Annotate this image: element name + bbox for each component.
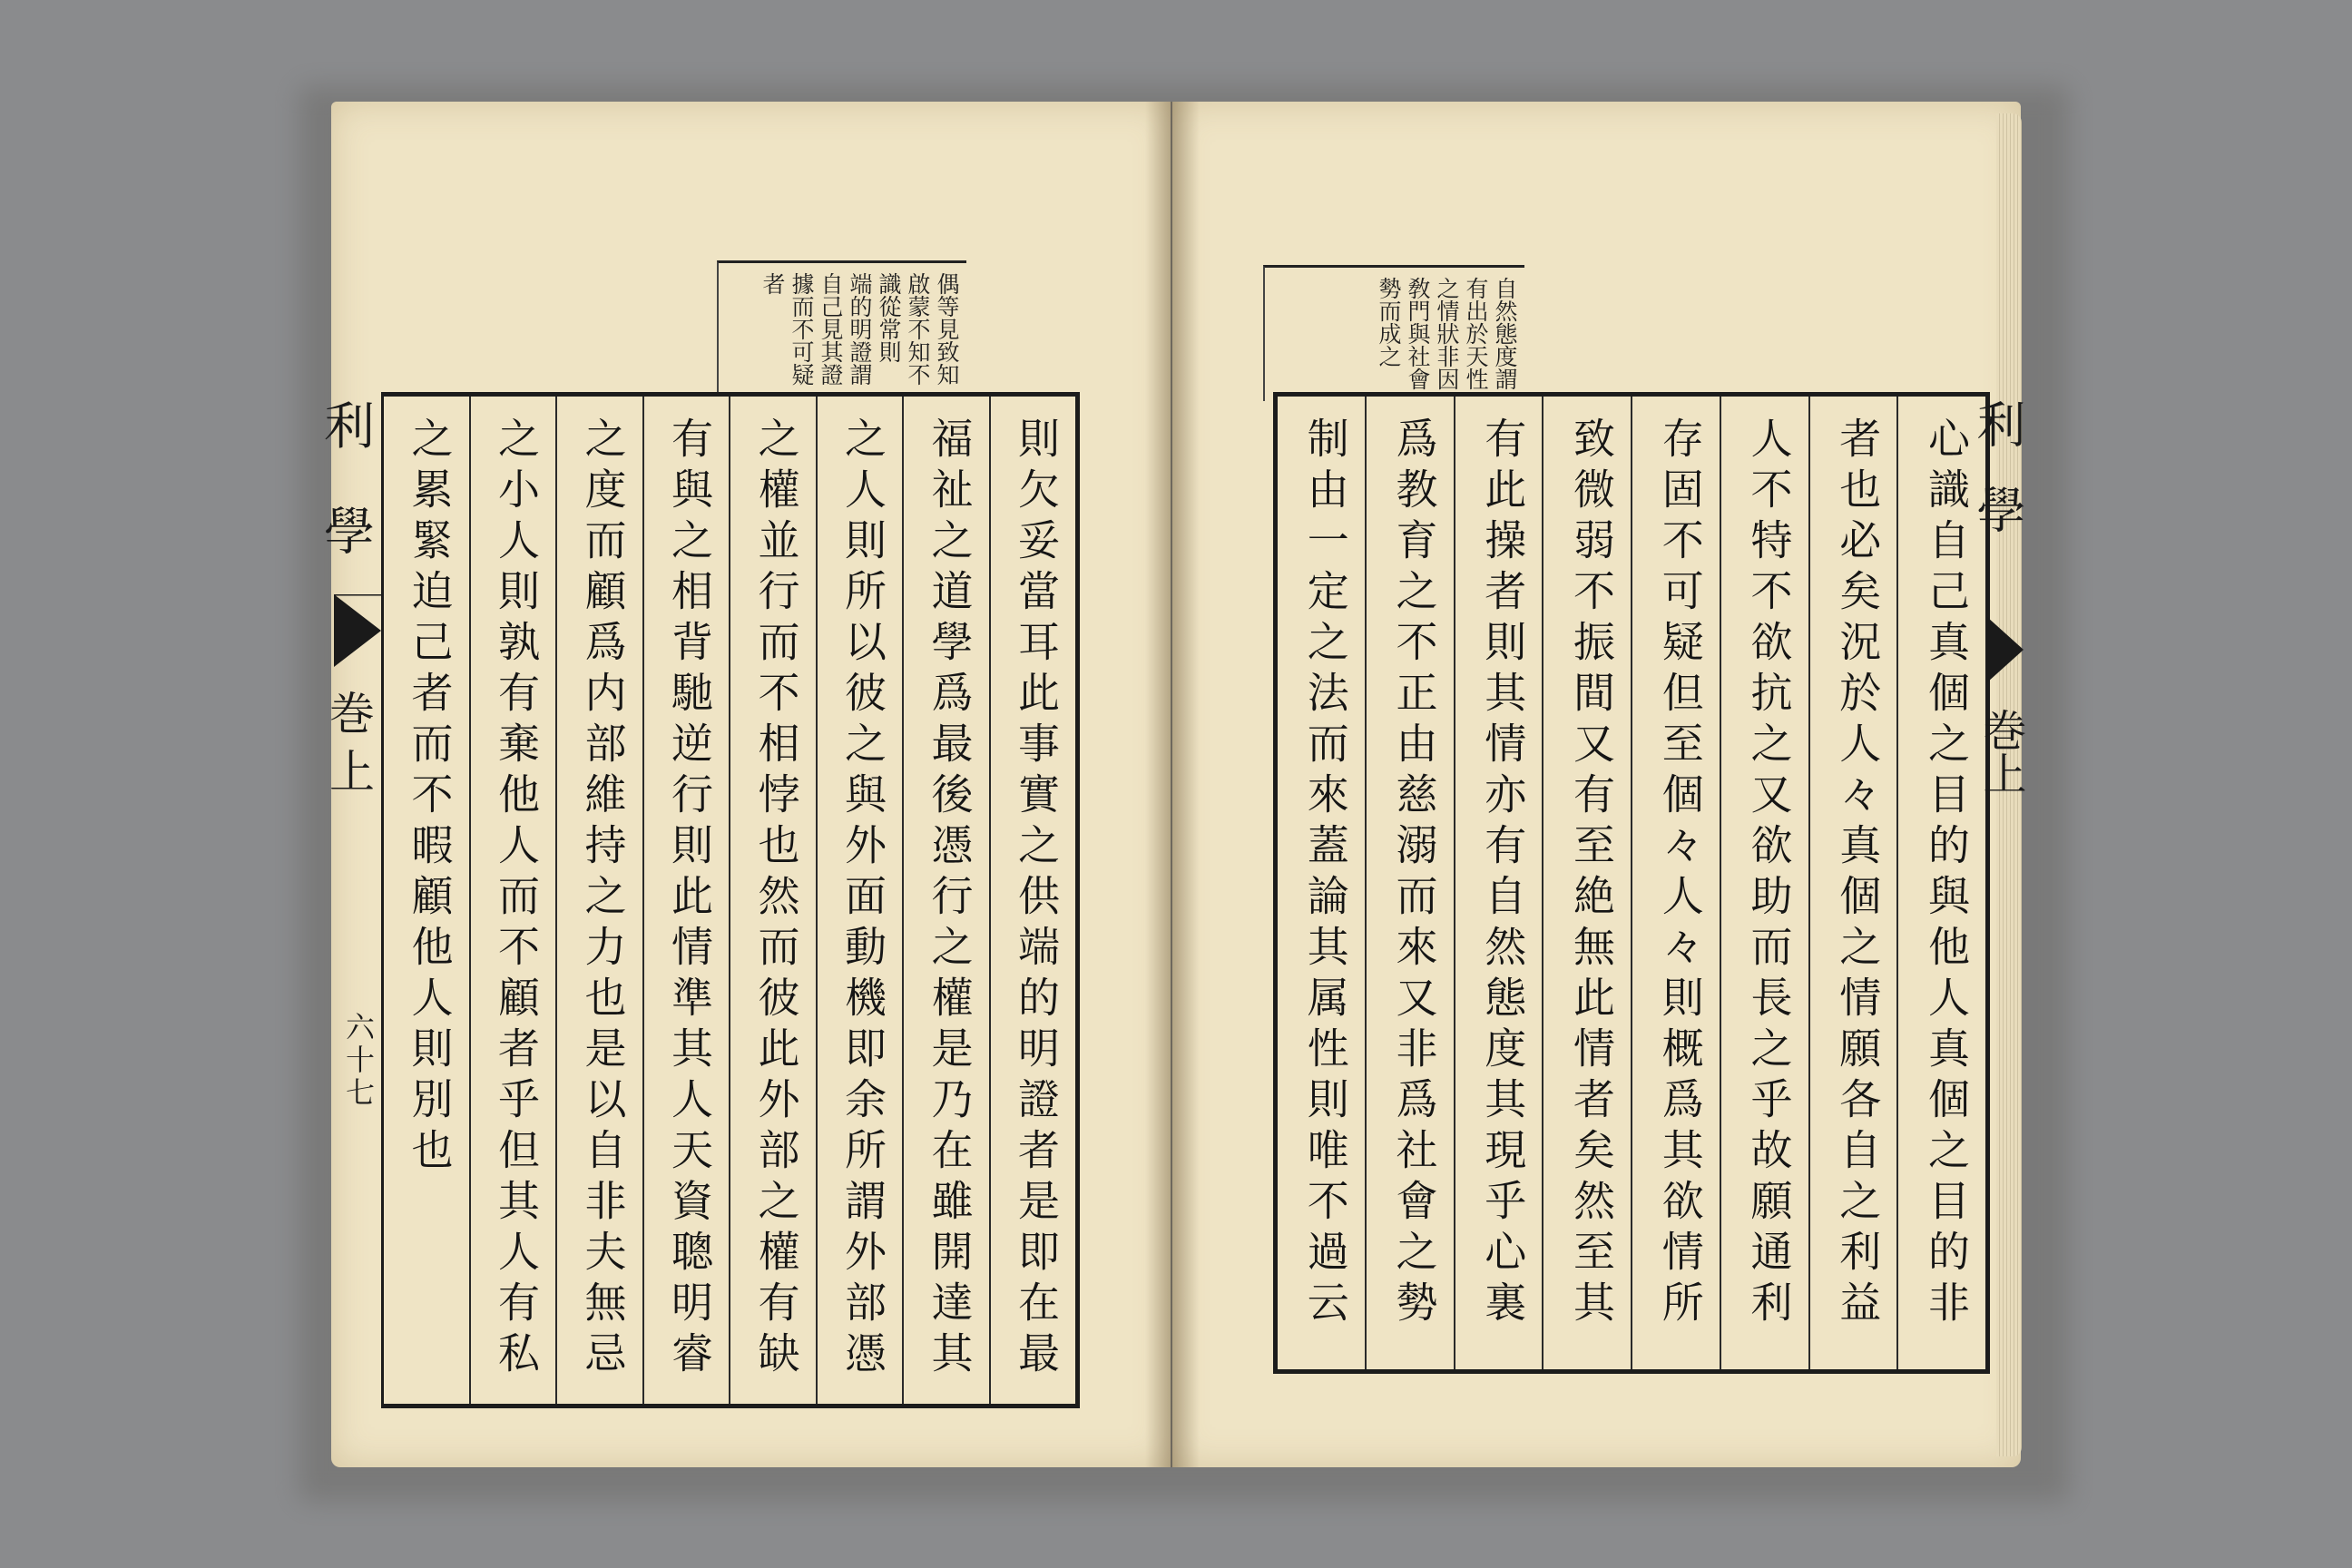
text-column: 福祉之道學爲最後憑行之權是乃在雖開達其 [902, 397, 989, 1404]
text-column: 存固不可疑但至個々人々則概爲其欲情所 [1631, 397, 1720, 1369]
left-headnote [717, 260, 966, 397]
headnote-line: 勢而成之 [1376, 277, 1402, 368]
left-margin-volume: 巻上 [322, 690, 375, 806]
right-text-frame [1273, 392, 1990, 1374]
headnote-line: 敎門與社會 [1405, 277, 1431, 390]
headnote-line: 自己見其證 [818, 272, 844, 386]
text-column: 心識自己真個之目的與他人真個之目的非 [1896, 397, 1985, 1369]
headnote-line: 啟蒙不知不 [905, 272, 931, 386]
fish-tail-mark-icon [1987, 617, 2024, 690]
text-column: 之小人則孰有棄他人而不顧者乎但其人有私 [469, 397, 556, 1404]
book-gutter [1145, 102, 1200, 1467]
left-page-number: 六十七 [341, 1012, 376, 1110]
text-column: 有此操者則其情亦有自然態度其現乎心裏 [1454, 397, 1543, 1369]
text-column: 之權並行而不相悖也然而彼此外部之權有缺 [729, 397, 816, 1404]
text-column: 制由一定之法而來蓋論其属性則唯不過云 [1300, 416, 1350, 1331]
headnote-line: 據而不可疑 [789, 272, 815, 386]
headnote-line: 之情狀非因 [1434, 277, 1460, 390]
text-column: 有與之相背馳逆行則此情準其人天資聰明睿 [642, 397, 730, 1404]
headnote-line: 自然態度謂 [1492, 277, 1518, 390]
text-column: 者也必矣況於人々真個之情願各自之利益 [1808, 397, 1897, 1369]
left-margin-title: 利學 [316, 399, 375, 610]
right-headnote [1263, 265, 1524, 401]
headnote-line: 端的明證謂 [847, 272, 873, 386]
fish-tail-mark-icon [334, 594, 381, 676]
text-column: 之度而顧爲内部維持之力也是以自非夫無忌 [555, 397, 642, 1404]
headnote-line: 有出於天性 [1463, 277, 1489, 390]
text-column: 則欠妥當耳此事實之供端的明證者是即在最 [989, 397, 1076, 1404]
headnote-line: 者 [760, 272, 786, 295]
text-column: 致微弱不振間又有至絶無此情者矣然至其 [1542, 397, 1631, 1369]
right-margin-title: 利學 [1969, 399, 2026, 570]
text-column: 之人則所以彼之與外面動機即余所謂外部憑 [816, 397, 903, 1404]
text-column: 人不特不欲抗之又欲助而長之乎故願通利 [1720, 397, 1808, 1369]
headnote-line: 偶等見致知 [934, 272, 960, 386]
headnote-line: 識從常則 [876, 272, 902, 363]
text-column: 之累緊迫己者而不暇顧他人則別也 [405, 416, 455, 1179]
left-text-frame [381, 392, 1080, 1408]
right-margin-volume: 巻上 [1975, 708, 2026, 795]
text-column: 爲教育之不正由慈溺而來又非爲社會之勢 [1365, 397, 1454, 1369]
